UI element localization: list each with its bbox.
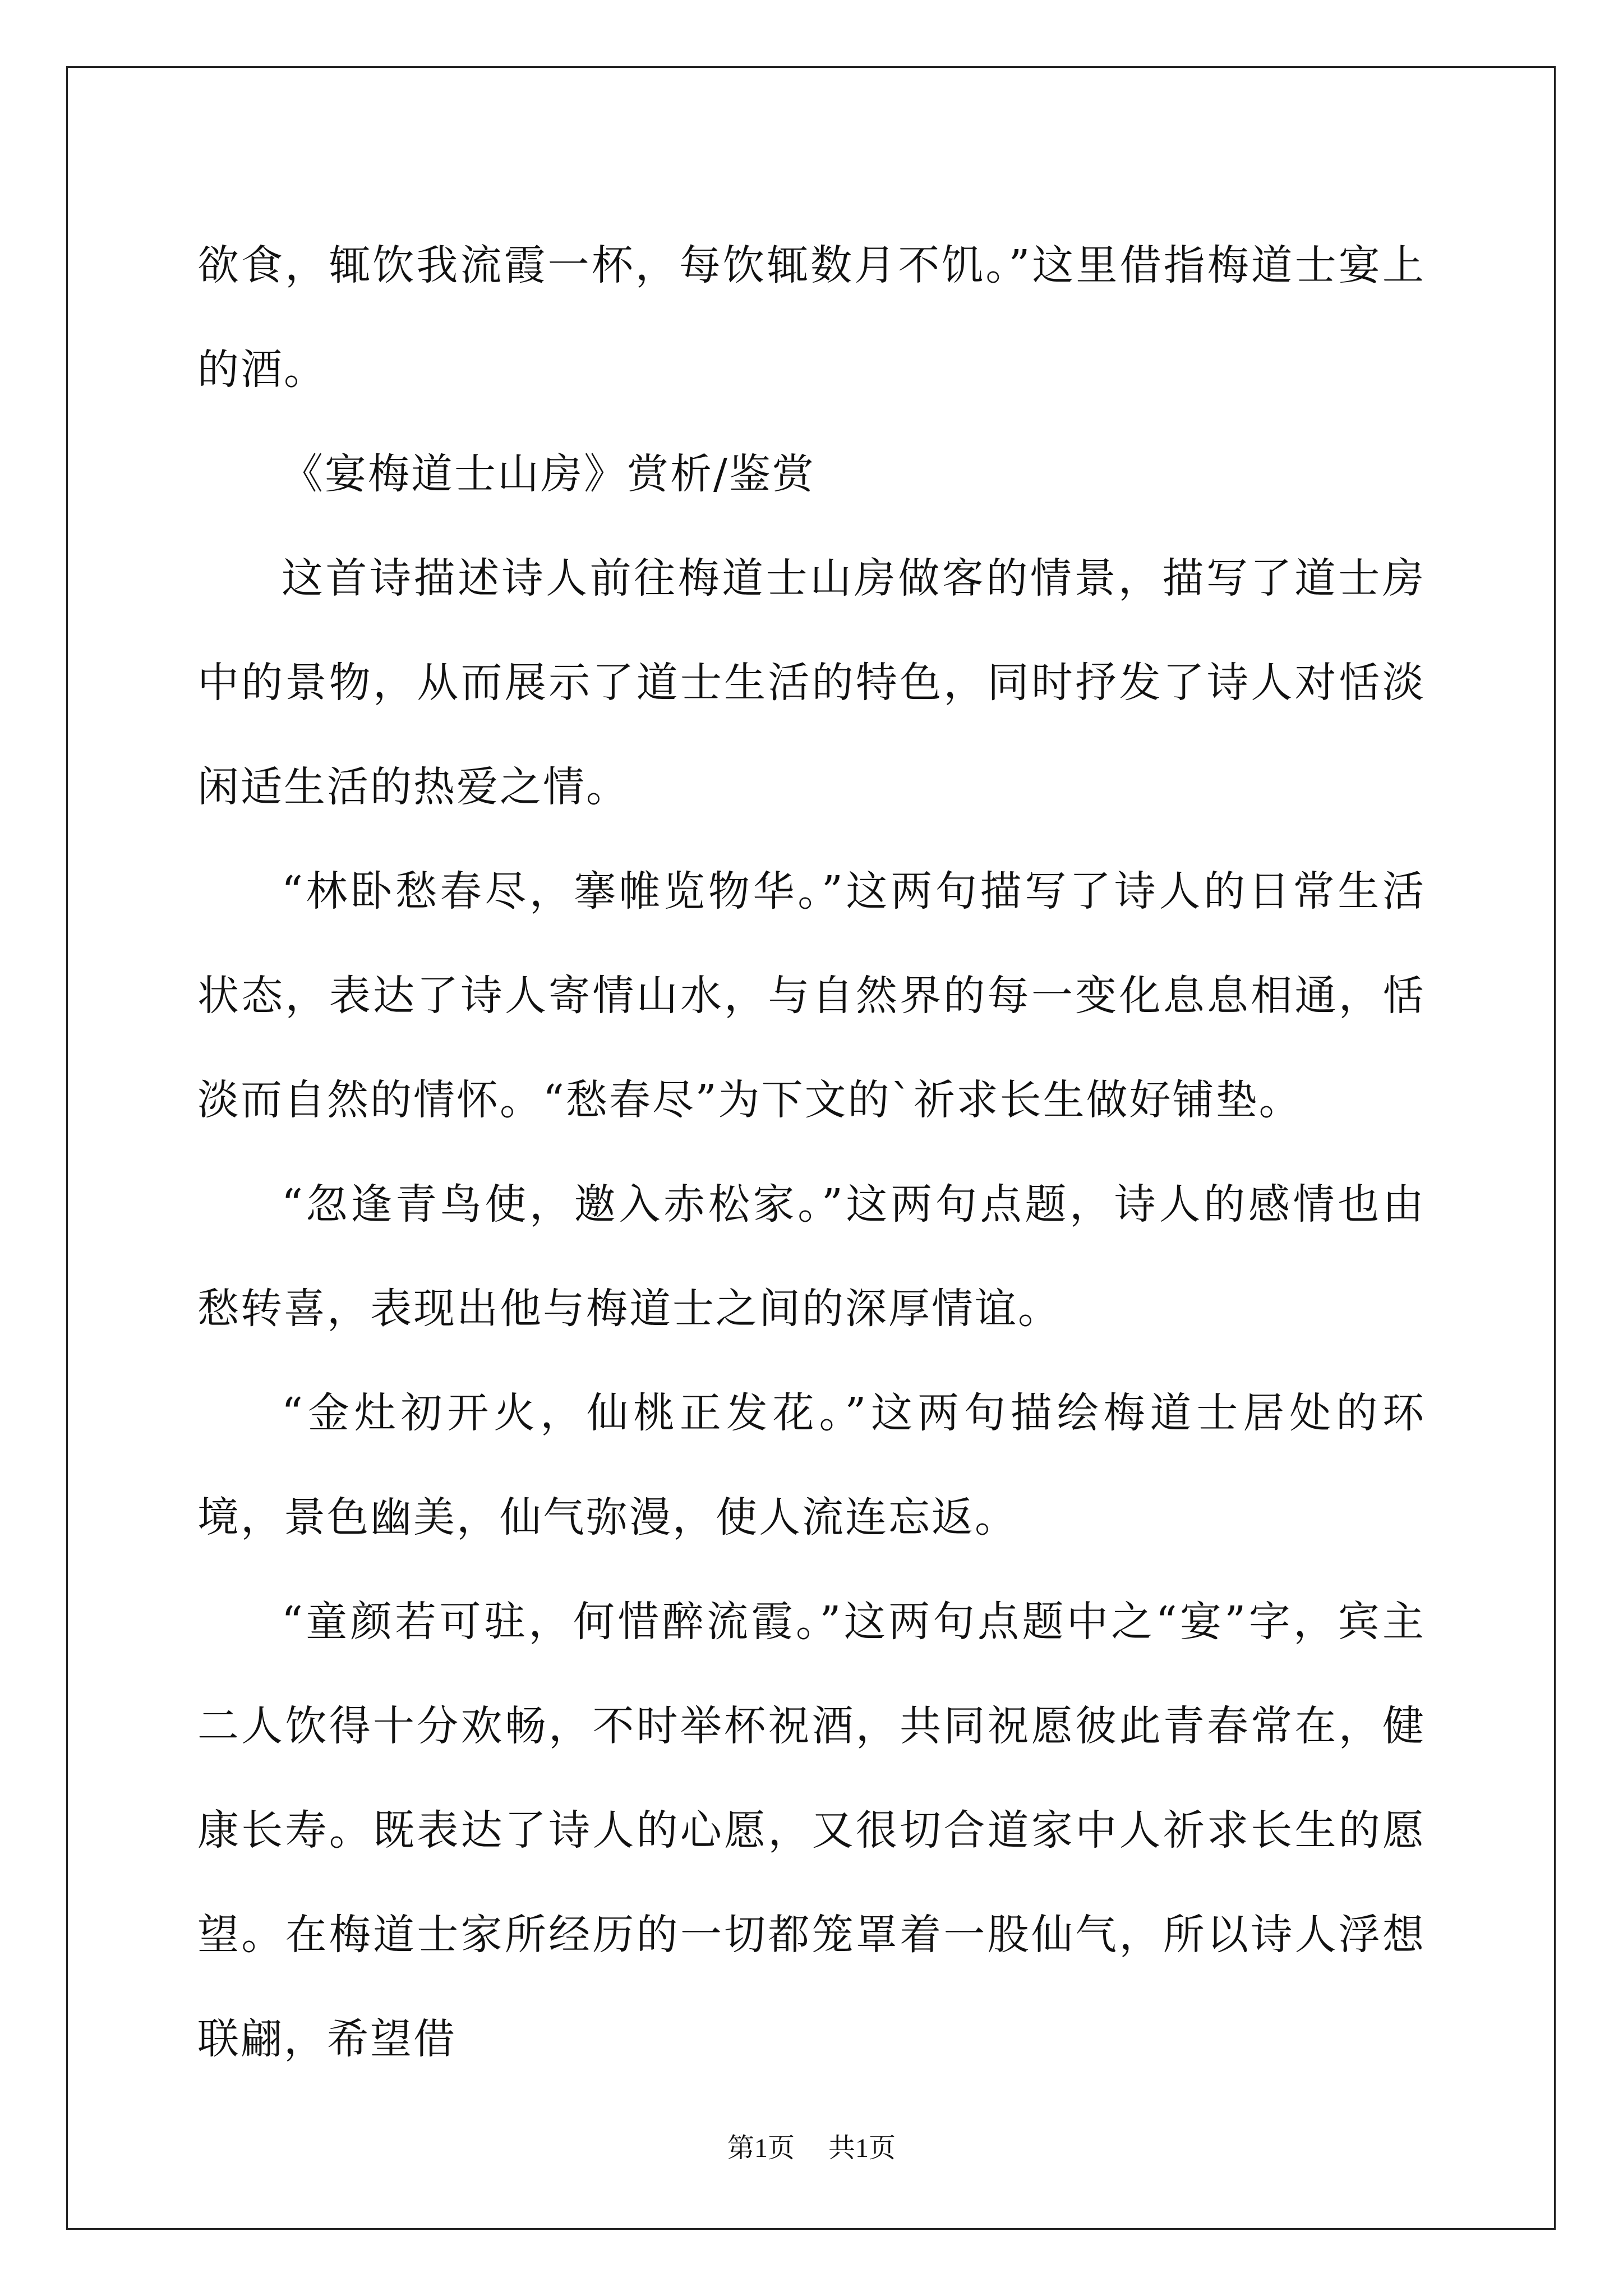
page-footer <box>0 2132 1623 2165</box>
page-total: 共1页 <box>828 2133 896 2163</box>
paragraph-6: “金灶初开火，仙桃正发花。”这两句描绘梅道士居处的环境，景色幽美，仙气弥漫，使人流连忘返。 <box>197 1389 1426 1542</box>
section-heading: 《宴梅道士山房》赏析/鉴赏 <box>282 450 815 498</box>
page-number: 第1页 <box>727 2133 795 2163</box>
paragraph-7: “童颜若可驻，何惜醉流霞。”这两句点题中之“宴”字，宾主二人饮得十分欢畅，不时举杯祝酒，共同祝愿彼此青春常在，健康长寿。既表达了诗人的心愿，又很切合道家中人祈求长生的愿望。在梅道士家所经历的一切都笼罩着一股仙气，所以诗人浮想联翩，希望借 <box>197 1598 1426 2063</box>
paragraph-4: “林卧愁春尽，搴帷览物华。”这两句描写了诗人的日常生活状态，表达了诗人寄情山水，与自然界的每一变化息息相通，恬淡而自然的情怀。“愁春尽”为下文的`祈求长生做好铺垫。 <box>197 867 1426 1124</box>
paragraph-5: “忽逢青鸟使，邀入赤松家。”这两句点题，诗人的感情也由愁转喜，表现出他与梅道士之间的深厚情谊。 <box>197 1180 1426 1333</box>
document-body <box>197 213 1426 2091</box>
paragraph-3: 这首诗描述诗人前往梅道士山房做客的情景，描写了道士房中的景物，从而展示了道士生活的特色，同时抒发了诗人对恬淡闲适生活的热爱之情。 <box>197 554 1426 811</box>
paragraph-1: 欲食，辄饮我流霞一杯，每饮辄数月不饥。”这里借指梅道士宴上的酒。 <box>197 241 1426 394</box>
